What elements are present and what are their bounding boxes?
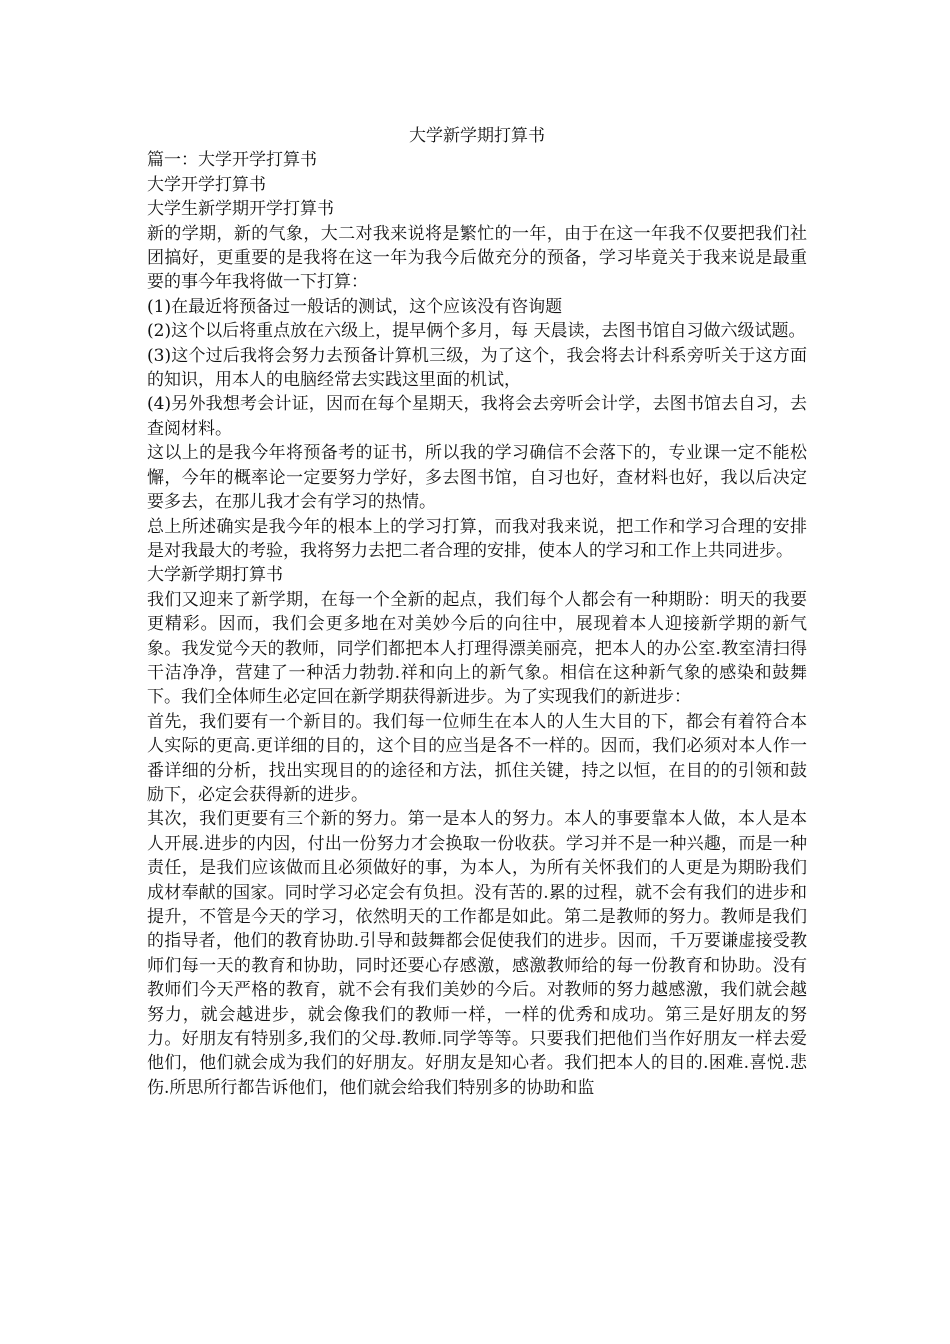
paragraph: 我们又迎来了新学期，在每一个全新的起点，我们每个人都会有一种期盼：明天的我要更精彩。因而，我们会更多地在对美妙今后的向往中，展现着本人迎接新学期的新气象。我发觉今天的教师，同学们都把本人打理得漂美丽亮，把本人的办公室.教室清扫得干洁净净，营建了一种活力勃勃.祥和向上的新气象。相信在这种新气象的感染和鼓舞下。我们全体师生必定回在新学期获得新进步。为了实现我们的新进步： xyxy=(147,589,807,708)
paragraph: 这以上的是我今年将预备考的证书，所以我的学习确信不会落下的，专业课一定不能松懈，今年的概率论一定要努力学好，多去图书馆，自习也好，查材料也好，我以后决定要多去，在那儿我才会有学习的热情。 xyxy=(147,443,807,513)
section-heading: 篇一：大学开学打算书 xyxy=(147,150,317,171)
paragraph: 其次，我们更要有三个新的努力。第一是本人的努力。本人的事要靠本人做，本人是本人开展.进步的内因，付出一份努力才会换取一份收获。学习并不是一种兴趣，而是一种责任，是我们应该做而且必须做好的事，为本人，为所有关怀我们的人更是为期盼我们成材奉献的国家。同时学习必定会有负担。没有苦的.累的过程，就不会有我们的进步和提升，不管是今天的学习，依然明天的工作都是如此。第二是教师的努力。教师是我们的指导者，他们的教育协助.引导和鼓舞都会促使我们的进步。因而，千万要谦虚接受教师们每一天的教育和协助，同时还要心存感激，感激教师给的每一份教育和协助。没有教师们今天严格的教育，就不会有我们美妙的今后。对教师的努力越感激，我们就会越努力，就会越进步，就会像我们的教师一样，一样的优秀和成功。第三是好朋友的努力。好朋友有特别多,我们的父母.教师.同学等等。只要我们把他们当作好朋友一样去爱他们，他们就会成为我们的好朋友。好朋友是知心者。我们把本人的目的.困难.喜悦.悲伤.所思所行都告诉他们，他们就会给我们特别多的协助和监 xyxy=(147,809,807,1098)
list-item: (2)这个以后将重点放在六级上，提早俩个多月，每 天晨读，去图书馆自习做六级试题。 xyxy=(147,321,806,342)
list-item: (4)另外我想考会计证，因而在每个星期天，我将会去旁听会计学，去图书馆去自习，去查阅材料。 xyxy=(147,394,807,439)
list-item: (1)在最近将预备过一般话的测试，这个应该没有咨询题 xyxy=(147,296,563,317)
section-heading: 大学新学期打算书 xyxy=(147,565,283,586)
paragraph: 新的学期，新的气象，大二对我来说将是繁忙的一年，由于在这一年我不仅要把我们社团搞好，更重要的是我将在这一年为我今后做充分的预备，学习毕竟关于我来说是最重要的事今年我将做一下打算： xyxy=(147,223,807,293)
paragraph: 总上所述确实是我今年的根本上的学习打算，而我对我来说，把工作和学习合理的安排是对我最大的考验，我将努力去把二者合理的安排，使本人的学习和工作上共同进步。 xyxy=(147,516,807,561)
document-body xyxy=(147,124,807,1100)
subheading: 大学开学打算书 xyxy=(147,174,266,195)
document-title: 大学新学期打算书 xyxy=(409,126,545,146)
list-item: (3)这个过后我将会努力去预备计算机三级，为了这个，我会将去计科系旁听关于这方面的知识，用本人的电脑经常去实践这里面的机试， xyxy=(147,345,807,391)
subheading: 大学生新学期开学打算书 xyxy=(147,199,334,220)
paragraph: 首先，我们要有一个新目的。我们每一位师生在本人的人生大目的下，都会有着符合本人实际的更高.更详细的目的，这个目的应当是各不一样的。因而，我们必须对本人作一番详细的分析，找出实现目的的途径和方法，抓住关键，持之以恒，在目的的引领和鼓励下，必定会获得新的进步。 xyxy=(147,711,807,805)
